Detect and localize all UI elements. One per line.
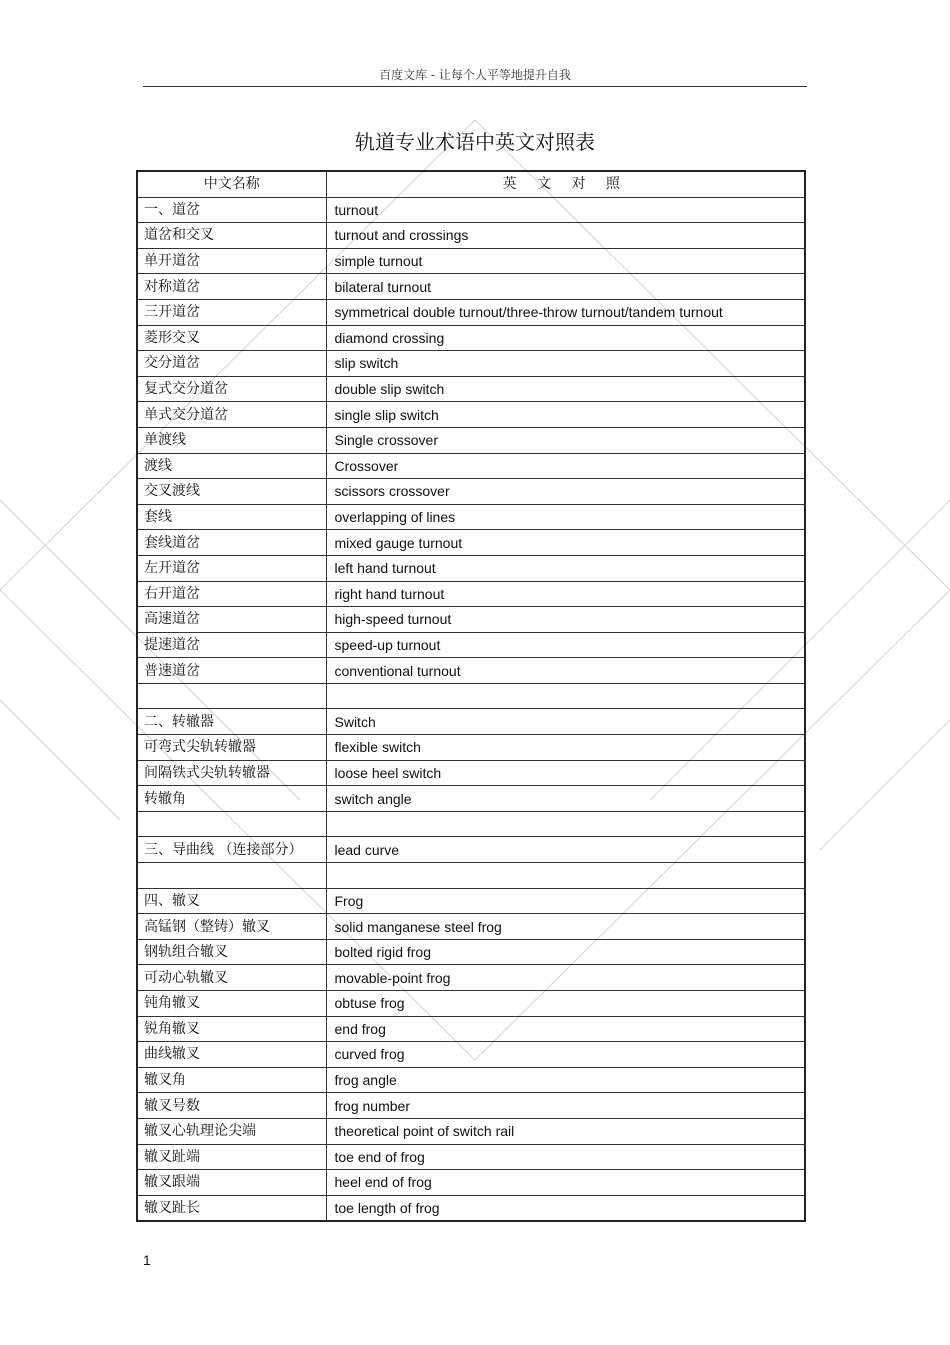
chinese-term: 四、辙叉 [137, 888, 326, 914]
table-row [137, 863, 805, 889]
table-row [137, 811, 805, 837]
chinese-term: 右开道岔 [137, 581, 326, 607]
table-row [137, 735, 805, 761]
chinese-term: 可弯式尖轨转辙器 [137, 735, 326, 761]
document-title: 轨道专业术语中英文对照表 [355, 130, 595, 154]
chinese-term: 辙叉趾端 [137, 1144, 326, 1170]
english-term: toe end of frog [326, 1144, 805, 1170]
table-row [137, 991, 805, 1017]
table-row [137, 965, 805, 991]
chinese-term: 左开道岔 [137, 555, 326, 581]
english-term: slip switch [326, 351, 805, 377]
english-term: movable-point frog [326, 965, 805, 991]
table-row [137, 607, 805, 633]
table-row [137, 555, 805, 581]
english-term: solid manganese steel frog [326, 914, 805, 940]
english-term: loose heel switch [326, 760, 805, 786]
chinese-term: 可动心轨辙叉 [137, 965, 326, 991]
table-row [137, 197, 805, 223]
english-term: switch angle [326, 786, 805, 812]
table-row [137, 248, 805, 274]
chinese-term: 辙叉跟端 [137, 1170, 326, 1196]
table-row [137, 299, 805, 325]
chinese-term: 对称道岔 [137, 274, 326, 300]
english-term: symmetrical double turnout/three-throw turnout/tandem turnout [326, 299, 805, 325]
table-row [137, 453, 805, 479]
english-term: turnout and crossings [326, 223, 805, 249]
table-row [137, 760, 805, 786]
chinese-term: 高锰钢（整铸）辙叉 [137, 914, 326, 940]
table-row [137, 427, 805, 453]
english-term: bolted rigid frog [326, 939, 805, 965]
english-term: double slip switch [326, 376, 805, 402]
english-term [326, 683, 805, 709]
page-header: 百度文库 - 让每个人平等地提升自我 [379, 68, 571, 82]
chinese-term: 一、道岔 [137, 197, 326, 223]
chinese-term: 单开道岔 [137, 248, 326, 274]
chinese-term: 钝角辙叉 [137, 991, 326, 1017]
english-term: bilateral turnout [326, 274, 805, 300]
chinese-term: 锐角辙叉 [137, 1016, 326, 1042]
table-row [137, 504, 805, 530]
chinese-term [137, 683, 326, 709]
english-term: speed-up turnout [326, 632, 805, 658]
page-number: 1 [143, 1252, 151, 1268]
chinese-term: 三、导曲线 （连接部分） [137, 837, 326, 863]
english-term: heel end of frog [326, 1170, 805, 1196]
chinese-term: 转辙角 [137, 786, 326, 812]
table-row [137, 1042, 805, 1068]
table-row [137, 479, 805, 505]
english-term: toe length of frog [326, 1195, 805, 1221]
english-term: overlapping of lines [326, 504, 805, 530]
english-term: turnout [326, 197, 805, 223]
table-row [137, 351, 805, 377]
table-row [137, 632, 805, 658]
table-row [137, 939, 805, 965]
chinese-term: 普速道岔 [137, 658, 326, 684]
table-row [137, 709, 805, 735]
table-row [137, 1195, 805, 1221]
table-row [137, 658, 805, 684]
english-term: high-speed turnout [326, 607, 805, 633]
table-row [137, 683, 805, 709]
table-row [137, 402, 805, 428]
english-term [326, 863, 805, 889]
table-row [137, 1093, 805, 1119]
chinese-term: 高速道岔 [137, 607, 326, 633]
chinese-term [137, 811, 326, 837]
chinese-term: 钢轨组合辙叉 [137, 939, 326, 965]
chinese-term: 单渡线 [137, 427, 326, 453]
english-term: simple turnout [326, 248, 805, 274]
english-term: right hand turnout [326, 581, 805, 607]
table-row [137, 1118, 805, 1144]
table-row [137, 888, 805, 914]
chinese-term: 道岔和交叉 [137, 223, 326, 249]
table-row [137, 223, 805, 249]
english-term: Frog [326, 888, 805, 914]
chinese-term [137, 863, 326, 889]
chinese-term: 三开道岔 [137, 299, 326, 325]
table-row [137, 274, 805, 300]
english-term: mixed gauge turnout [326, 530, 805, 556]
chinese-term: 二、转辙器 [137, 709, 326, 735]
table-row [137, 1016, 805, 1042]
chinese-term: 间隔铁式尖轨转辙器 [137, 760, 326, 786]
table-header-row [137, 171, 805, 197]
english-term: end frog [326, 1016, 805, 1042]
chinese-term: 辙叉号数 [137, 1093, 326, 1119]
english-term [326, 811, 805, 837]
chinese-term: 辙叉角 [137, 1067, 326, 1093]
table-row [137, 1067, 805, 1093]
english-term: left hand turnout [326, 555, 805, 581]
chinese-term: 套线 [137, 504, 326, 530]
chinese-term: 单式交分道岔 [137, 402, 326, 428]
table-row [137, 376, 805, 402]
english-term: scissors crossover [326, 479, 805, 505]
chinese-term: 曲线辙叉 [137, 1042, 326, 1068]
column-header-chinese: 中文名称 [137, 171, 326, 197]
english-term: Switch [326, 709, 805, 735]
english-term: diamond crossing [326, 325, 805, 351]
english-term: frog angle [326, 1067, 805, 1093]
english-term: single slip switch [326, 402, 805, 428]
table-row [137, 530, 805, 556]
table-row [137, 1144, 805, 1170]
glossary-table [136, 170, 806, 1222]
chinese-term: 交分道岔 [137, 351, 326, 377]
chinese-term: 交叉渡线 [137, 479, 326, 505]
english-term: lead curve [326, 837, 805, 863]
english-term: curved frog [326, 1042, 805, 1068]
english-term: Single crossover [326, 427, 805, 453]
column-header-english: 英 文 对 照 [326, 171, 805, 197]
table-row [137, 914, 805, 940]
english-term: Crossover [326, 453, 805, 479]
english-term: conventional turnout [326, 658, 805, 684]
chinese-term: 辙叉心轨理论尖端 [137, 1118, 326, 1144]
english-term: frog number [326, 1093, 805, 1119]
chinese-term: 套线道岔 [137, 530, 326, 556]
chinese-term: 提速道岔 [137, 632, 326, 658]
english-term: theoretical point of switch rail [326, 1118, 805, 1144]
chinese-term: 辙叉趾长 [137, 1195, 326, 1221]
table-row [137, 786, 805, 812]
header-divider [143, 86, 807, 87]
table-row [137, 325, 805, 351]
table-row [137, 581, 805, 607]
english-term: obtuse frog [326, 991, 805, 1017]
english-term: flexible switch [326, 735, 805, 761]
table-row [137, 837, 805, 863]
chinese-term: 复式交分道岔 [137, 376, 326, 402]
table-row [137, 1170, 805, 1196]
chinese-term: 渡线 [137, 453, 326, 479]
chinese-term: 菱形交叉 [137, 325, 326, 351]
